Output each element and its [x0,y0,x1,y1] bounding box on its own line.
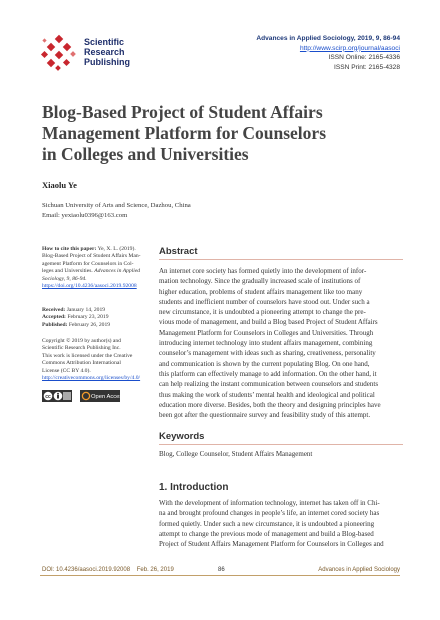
copyright-line: Copyright © 2019 by author(s) and [42,338,121,344]
abstract-line: been got after the questionnaire survey and feasibility study of this attempt. [159,411,371,420]
intro-line: attempt to change the previous mode of management and build a Blog-based [159,529,374,538]
abstract-line: counselor’s management with ideas such as sharing, creativeness, personality [159,349,376,358]
citation-block [42,246,150,290]
keywords-rule [159,444,403,445]
publisher-name [84,37,130,67]
copyright-line: This work is licensed under the Creative [42,352,133,359]
abstract-line: vious mode of management, and build a Blog based Project of Student Affairs [159,318,378,327]
keywords-list: Blog, College Counselor, Student Affairs Management [159,450,313,458]
intro-line: formed quietly. Under such a new circumstance, it is undoubted a pioneering [159,519,375,528]
license-badges [42,390,152,402]
footer-doi-text: DOI: 10.4236/aasoci.2019.92008 [42,567,131,573]
journal-url-link[interactable]: http://www.scirp.org/journal/aasoci [299,44,400,52]
section-heading-introduction: 1. Introduction [159,482,229,493]
author-affiliation [42,201,191,220]
abstract-line: can help realizing the instant communication between counselors and students [159,380,379,389]
open-access-label: Open Access [91,394,126,401]
publisher-name-line: Publishing [84,57,130,67]
introduction-body [159,498,403,549]
abstract-line: this platform can effectively manage to add information. On the other hand, it [159,369,377,378]
abstract-line: mation technology. Since the gradually increased scale of institutions of [159,277,361,286]
journal-citation: Advances in Applied Sociology, 2019, 9, 86-94 [256,35,400,42]
cite-journal: Advances in Applied [94,268,141,275]
author-email: Email: yexiaolu0396@163.com [42,211,128,219]
license-link[interactable]: http://creativecommons.org/licenses/by/4.0/ [42,375,141,382]
publisher-name-line: Research [84,47,125,57]
abstract-line: Management Platform for Counselors in Colleges and Universities. Through [159,328,374,337]
title-line: Blog-Based Project of Student Affairs [42,102,323,122]
cite-label: How to cite this paper: [42,246,97,252]
abstract-line: education more diverse. Besides, both the theory and designing principles have [159,400,381,409]
received-label: Received: [42,307,66,313]
intro-line: na and brought profound changes in people’s life, an internet cored society has [159,509,380,518]
journal-info [256,34,400,72]
issn-online: ISSN Online: 2165-4336 [328,54,400,61]
copyright-line: Commons Attribution International [42,360,121,367]
intro-line: With the development of information technology, internet has taken off in Chi- [159,499,380,507]
footer-rule [40,575,400,576]
abstract-line: and communication is shown by the current populating Blog. On one hand, [159,359,370,368]
cite-line: agement Platform for Counselors in Col- [42,260,134,267]
footer-journal: Advances in Applied Sociology [318,567,400,573]
accepted-label: Accepted: [42,314,66,321]
published-label: Published: [42,321,68,328]
intro-line: Project of Student Affairs Management Platform for Counselors in Colleges and [159,540,384,549]
affiliation-text: Sichuan University of Arts and Science, Dazhou, China [42,202,191,209]
svg-text:cc: cc [45,394,51,400]
title-line: Management Platform for Counselors [42,123,326,143]
footer-doi [42,567,174,573]
publisher-name-line: Scientific [84,37,125,47]
abstract-line: An internet core society has formed quietly into the development of infor- [159,267,367,275]
dates-block [42,307,150,329]
keywords-heading: Keywords [159,431,205,442]
abstract-line: introducing internet technology into student affairs management, combining [159,339,373,348]
abstract-line: higher education, problems of student affairs management like too many [159,287,363,296]
copyright-line: License (CC BY 4.0). [42,367,91,374]
scirp-logo [40,34,80,74]
received-date: January 14, 2019 [66,307,106,313]
accepted-date: February 23, 2019 [67,314,109,321]
copyright-line: Scientific Research Publishing Inc. [42,345,121,352]
abstract-line: thus making the work of students’ mental health and ideological and political [159,390,375,399]
cite-journal: Sociology, 9, 86-94. [42,275,87,282]
abstract-body [159,266,403,420]
footer-page-number: 86 [218,567,225,573]
abstract-rule [159,259,403,260]
abstract-line: students and inefficient number of counselors have stood out. Under such a [159,297,370,306]
abstract-line: new circumstance, it is undoubted a pioneering attempt to change the pre- [159,308,366,317]
paper-title [42,102,402,165]
cite-line: leges and Universities. [42,268,93,275]
author-name: Xiaolu Ye [42,180,77,190]
copyright-block [42,338,150,382]
issn-print: ISSN Print: 2165-4328 [334,63,400,71]
abstract-heading: Abstract [159,246,198,257]
doi-link[interactable]: https://doi.org/10.4236/aasoci.2019.92008 [42,283,137,290]
footer-date: Feb. 26, 2019 [136,567,174,573]
cite-line: Blog-Based Project of Student Affairs Man- [42,253,141,260]
cite-line: Ye, X. L. (2019). [97,246,136,252]
title-line: in Colleges and Universities [42,144,249,164]
published-date: February 26, 2019 [68,321,111,328]
